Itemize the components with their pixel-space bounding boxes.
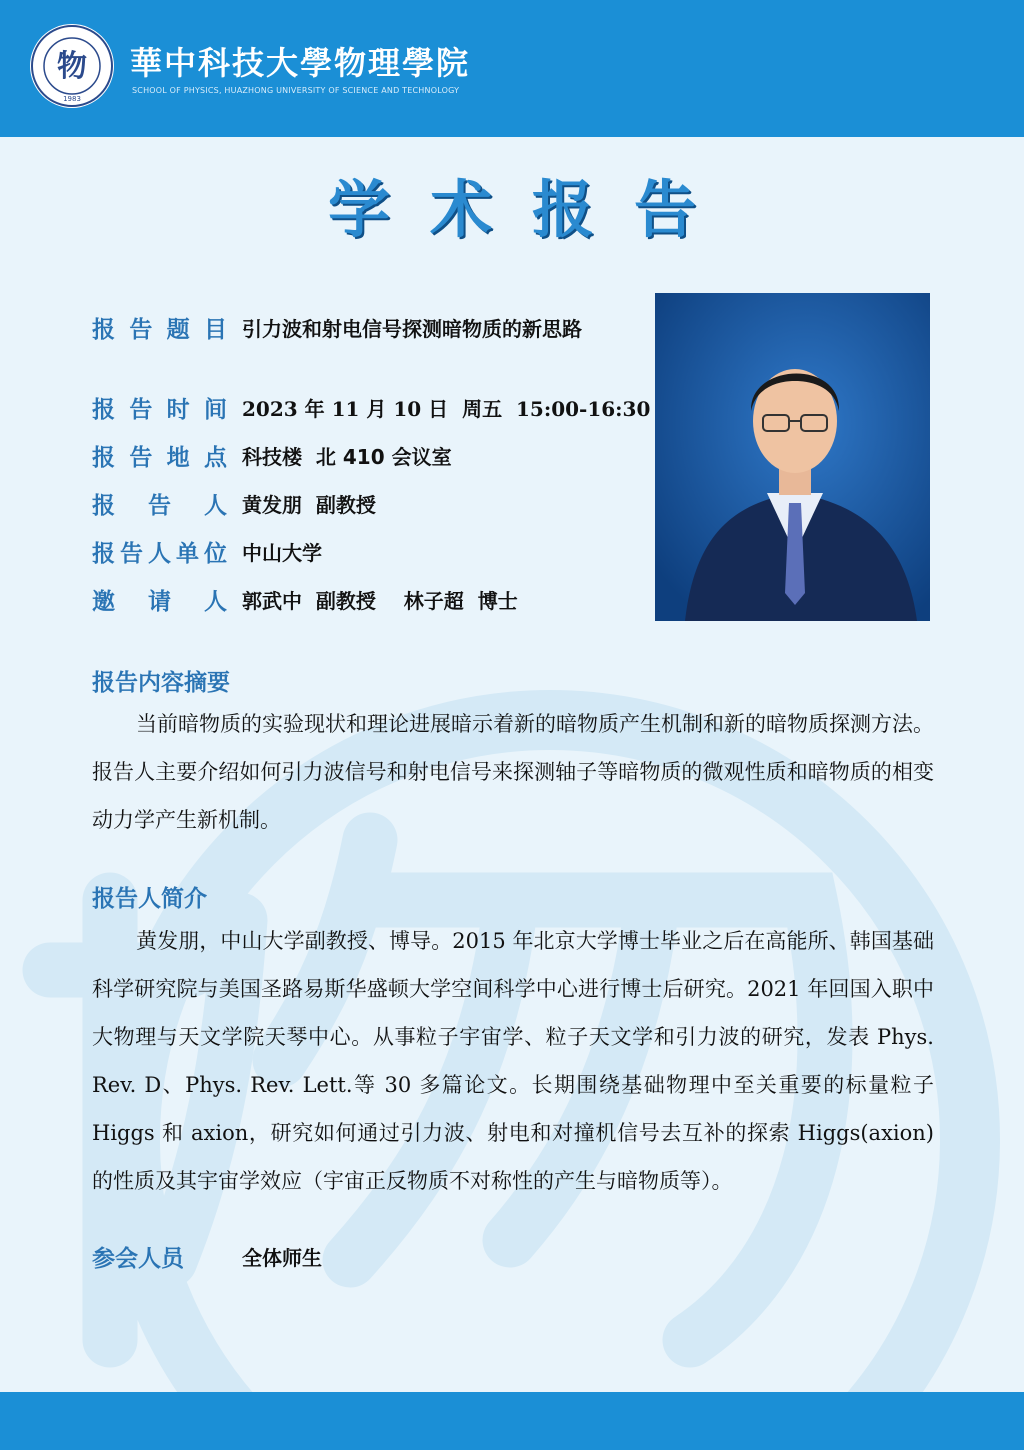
- label-char: 告: [129, 397, 153, 423]
- page-title: 学术报告: [327, 173, 736, 246]
- attendees-label: 参会人员: [92, 1246, 184, 1272]
- university-name: 華中科技大學物理學院: [130, 44, 471, 82]
- label-char: 目: [203, 317, 227, 343]
- label-char: 报: [92, 493, 115, 519]
- label-char: 报: [92, 397, 115, 423]
- host-value: 郭武中 副教授 林子超 博士: [242, 589, 518, 613]
- affiliation-label: [92, 535, 227, 568]
- logo-year: 1983: [63, 95, 81, 103]
- topic-label: [92, 311, 227, 344]
- place-value: 科技楼 北 410 会议室: [242, 445, 452, 469]
- university-name-en: SCHOOL OF PHYSICS, HUAZHONG UNIVERSITY OF SCIENCE AND TECHNOLOGY: [132, 86, 460, 95]
- footer-bar: [0, 1392, 1024, 1450]
- abstract-text: 当前暗物质的实验现状和理论进展暗示着新的暗物质产生机制和新的暗物质探测方法。报告人主要介绍如何引力波信号和射电信号来探测轴子等暗物质的微观性质和暗物质的相变动力学产生新机制。: [92, 712, 934, 832]
- bio-title: 报告人简介: [92, 886, 207, 912]
- label-char: 告: [129, 317, 153, 343]
- label-char: 请: [148, 589, 171, 615]
- label-char: 报: [92, 541, 115, 567]
- label-char: 告: [120, 541, 143, 567]
- label-char: 点: [203, 445, 227, 471]
- label-char: 报: [92, 445, 115, 471]
- header-bar: [0, 0, 1024, 137]
- label-char: 地: [166, 445, 190, 471]
- attendees-value: 全体师生: [242, 1246, 322, 1270]
- place-label: [92, 439, 227, 472]
- label-char: 单: [176, 541, 199, 567]
- bio-text: 黄发朋，中山大学副教授、博导。2015 年北京大学博士毕业之后在高能所、韩国基础科学研究院与美国圣路易斯华盛顿大学空间科学中心进行博士后研究。2021 年回国入职中大物理与天文学院天琴中心。从事粒子宇宙学、粒子天文学和引力波的研究，发表 Phys. Rev. D、Phys. Rev. Lett.等 30 多篇论文。长期围绕基础物理中至关重要的标量粒子 Higgs 和 axion，研究如何通过引力波、射电和对撞机信号去互补的探索 Higgs(axion)的性质及其宇宙学效应（宇宙正反物质不对称性的产生与暗物质等）。: [92, 929, 934, 1193]
- speaker-value: 黄发朋 副教授: [242, 493, 376, 517]
- label-char: 间: [203, 397, 227, 423]
- label-char: 人: [204, 589, 227, 615]
- time-value: 2023 年 11 月 10 日 周五 15:00-16:30: [242, 397, 651, 421]
- label-char: 位: [204, 541, 227, 567]
- label-char: 人: [148, 541, 171, 567]
- svg-text:物: 物: [57, 49, 87, 84]
- topic-value: 引力波和射电信号探测暗物质的新思路: [242, 317, 582, 341]
- speaker-photo: [655, 293, 930, 621]
- time-label: [92, 391, 227, 424]
- speaker-label: [92, 487, 227, 520]
- affiliation-value: 中山大学: [242, 541, 322, 565]
- label-char: 告: [129, 445, 153, 471]
- label-char: 报: [92, 317, 115, 343]
- host-label: [92, 583, 227, 616]
- school-seal-icon: [30, 24, 114, 108]
- label-char: 告: [148, 493, 171, 519]
- label-char: 时: [166, 397, 190, 423]
- label-char: 邀: [92, 589, 115, 615]
- abstract-title: 报告内容摘要: [92, 670, 230, 696]
- label-char: 题: [166, 317, 190, 343]
- label-char: 人: [204, 493, 227, 519]
